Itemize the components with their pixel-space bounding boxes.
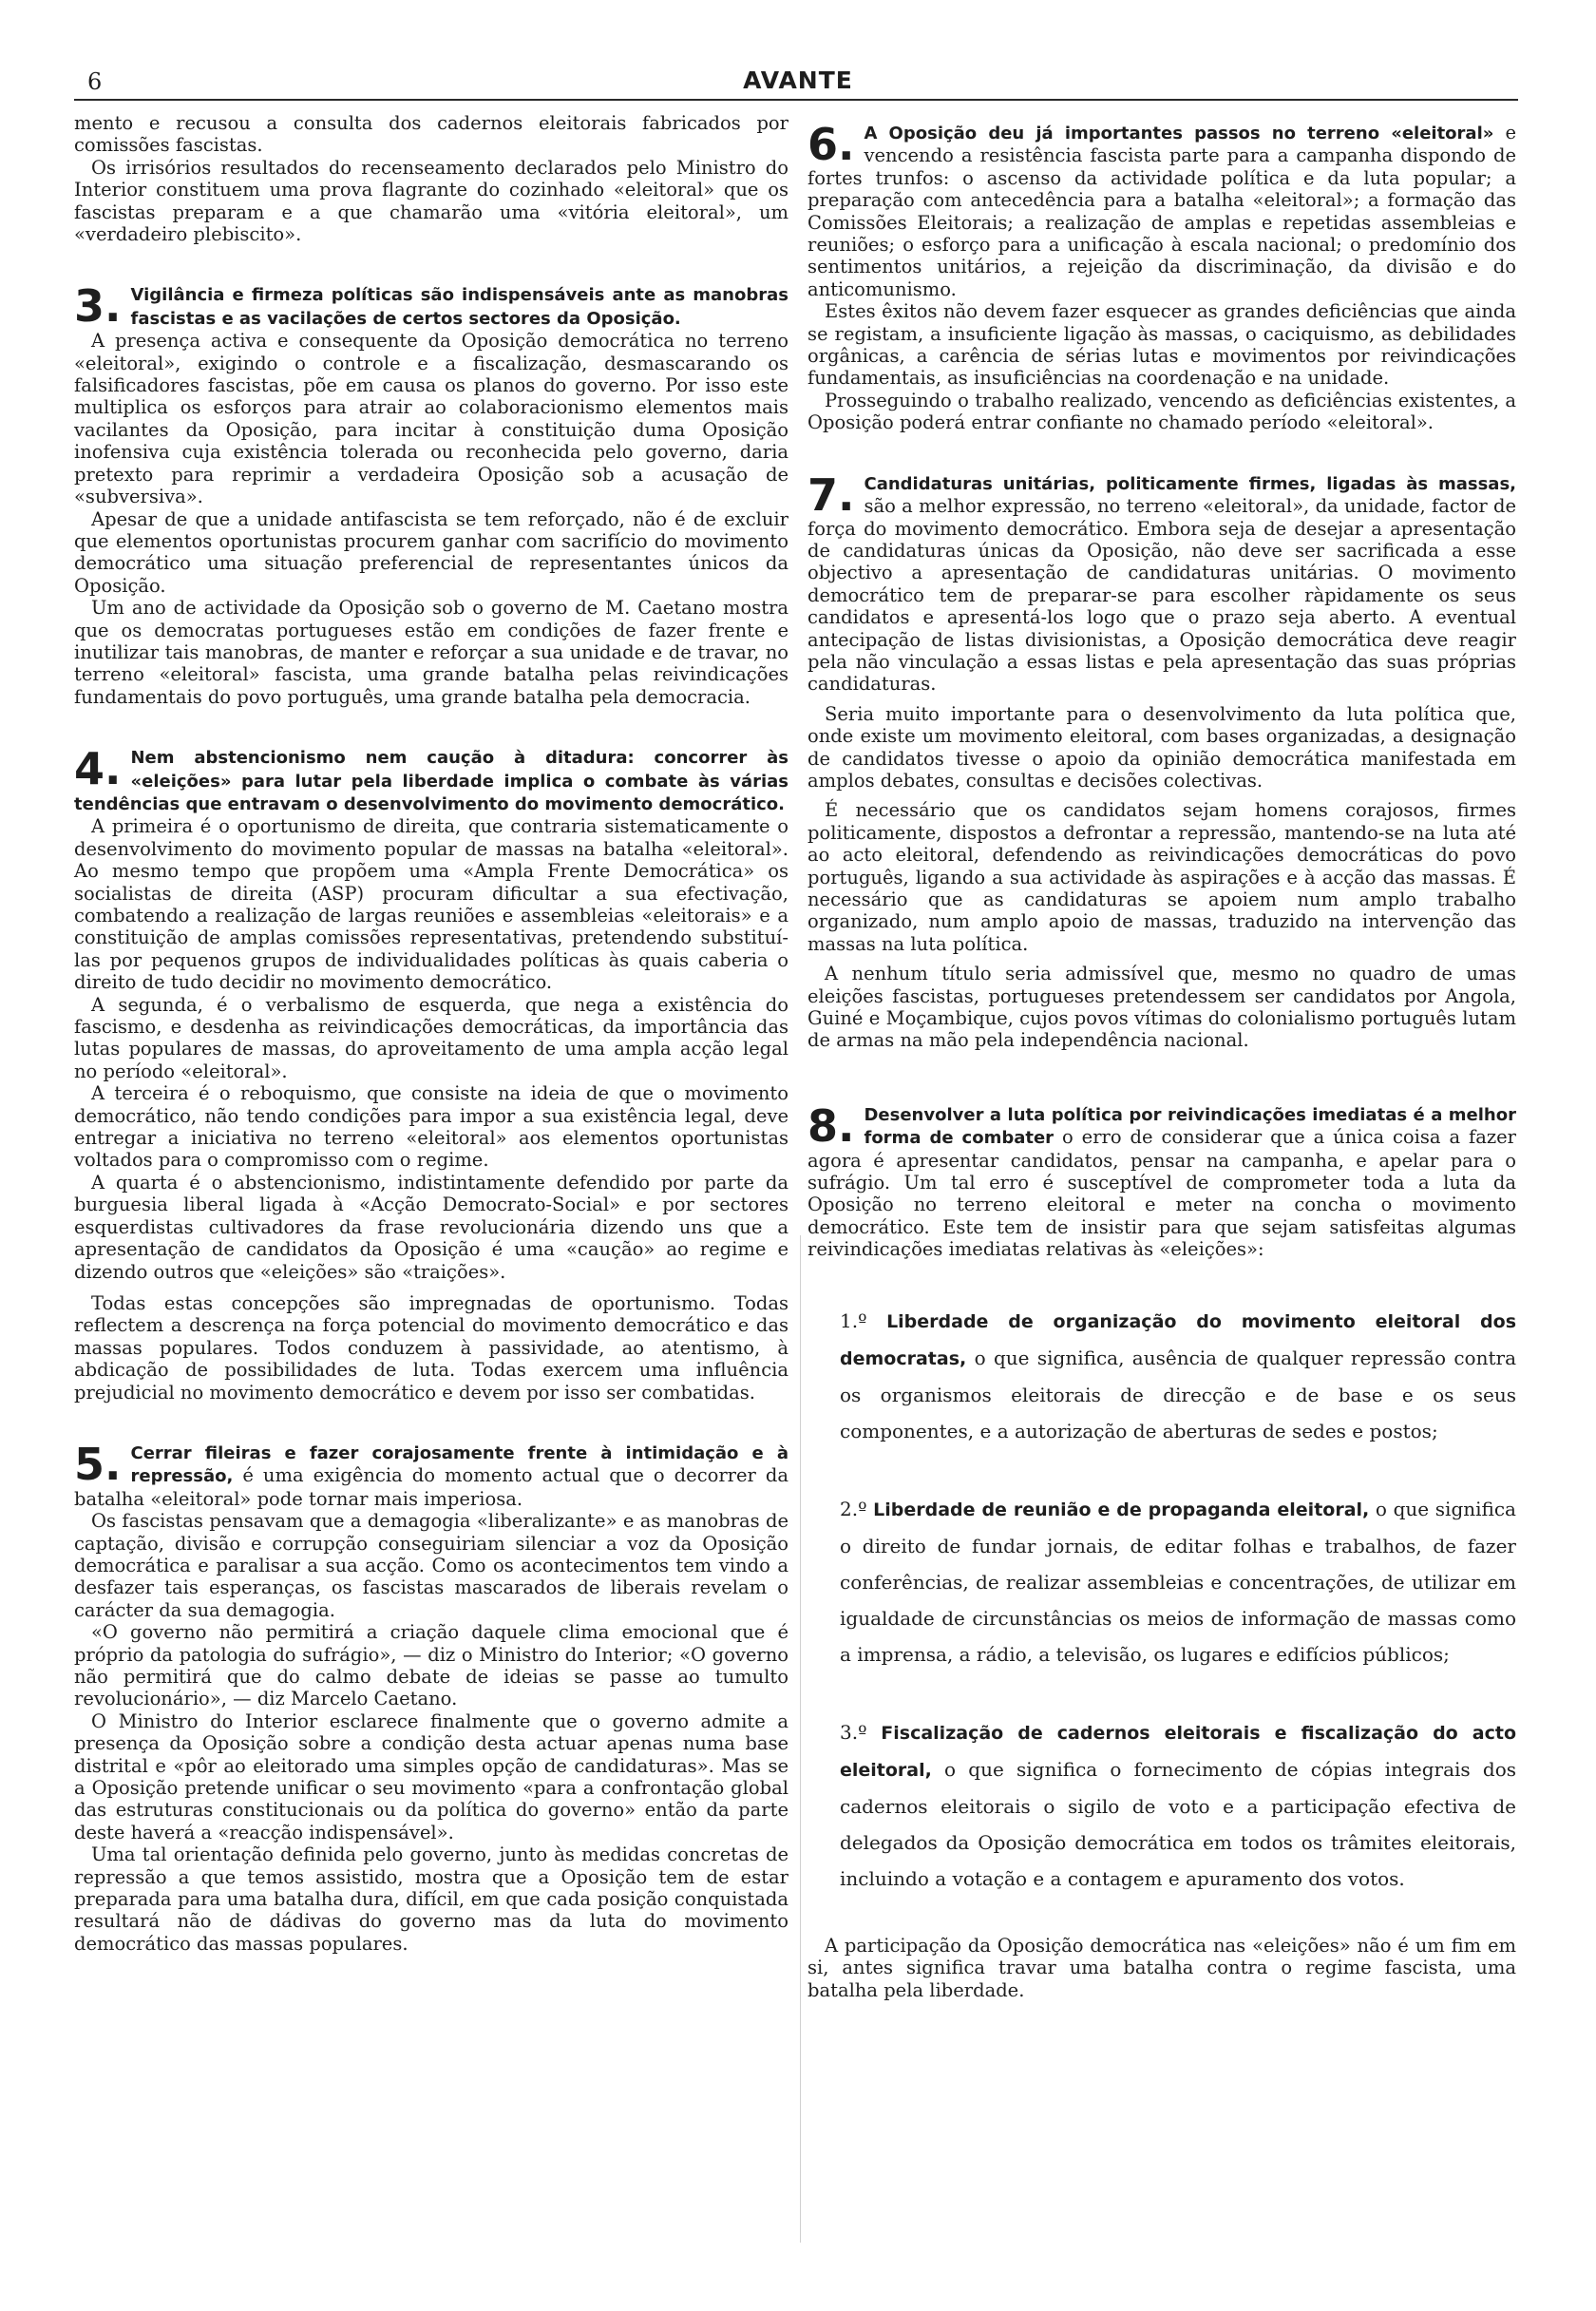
section-paragraph: Todas estas concepções são impregnadas de oportunismo. Todas reflectem a descrença na força potencial do movimento democrático e das massas populares. Todos conduzem à passividade, ao atentismo, à abdicação de possibilidades de luta. Todas exercem uma influência prejudicial no movimento democrático e devem por isso ser combatidas. bbox=[74, 1291, 788, 1404]
section-heading bbox=[808, 1103, 1516, 1261]
section-3 bbox=[74, 283, 788, 708]
section-paragraph: É necessário que os candidatos sejam homens corajosos, firmes politicamente, dispostos a defrontar a repressão, mantendo-se na luta até ao acto eleitoral, defendendo as reivindicações democráticas do povo português, ligando a sua actividade às aspirações e à acção das massas. É necessário que as candidaturas se apoiem num amplo trabalho organizado, num amplo apoio de massas, traduzido na intervenção das massas na luta política. bbox=[808, 799, 1516, 955]
section-paragraph: Os fascistas pensavam que a demagogia «liberalizante» e as manobras de captação, divisão e corrupção conseguiriam silenciar a voz da Oposição democrática e paralisar a sua acção. Como os acontecimentos tem vindo a desfazer tais esperanças, os fascistas mascarados de liberais revelam o carácter da sua demagogia. bbox=[74, 1510, 788, 1621]
section-paragraph: «O governo não permitirá a criação daquele clima emocional que é próprio da patologia do sufrágio», — diz o Ministro do Interior; «O governo não permitirá que do calmo debate de ideias se passe ao tumulto revolucionário», — diz Marcelo Caetano. bbox=[74, 1621, 788, 1710]
demand-lead: Liberdade de organização do movimento eleitoral dos democratas, bbox=[840, 1310, 1517, 1369]
section-number: 7. bbox=[808, 471, 855, 521]
section-paragraph: A segunda, é o verbalismo de esquerda, que nega a existência do fascismo, e desdenha as reivindicações democráticas, da importância das lutas populares de massas, do aproveitamento de uma ampla acção legal no período «eleitoral». bbox=[74, 993, 788, 1082]
section-heading bbox=[74, 746, 788, 815]
section-number: 4. bbox=[74, 746, 122, 795]
demand-item bbox=[840, 1714, 1516, 1897]
newspaper-title: AVANTE bbox=[743, 67, 853, 94]
demand-text: o que significa o direito de fundar jornais, de editar folhas e trabalhos, de fazer conferências, de realizar assembleias e concentrações, de utilizar em igualdade de circunstâncias os meios de informação de massas como a imprensa, a rádio, a televisão, os lugares e edifícios públicos; bbox=[840, 1497, 1516, 1666]
section-paragraph: Apesar de que a unidade antifascista se tem reforçado, não é de excluir que elementos oportunistas procurem ganhar com sacrifício do movimento democrático uma situação preferencial de representantes únicos da Oposição. bbox=[74, 507, 788, 597]
demand-item bbox=[840, 1491, 1516, 1672]
demand-lead: Liberdade de reunião e de propaganda eleitoral, bbox=[873, 1499, 1370, 1520]
section-7 bbox=[808, 472, 1516, 1052]
section-paragraph: Seria muito importante para o desenvolvimento da luta política que, onde existe um movimento eleitoral, com bases organizadas, a designação de candidatos tivesse o apoio da opinião democrática manifestada em amplos debates, consultas e decisões colectivas. bbox=[808, 702, 1516, 792]
section-paragraph: A primeira é o oportunismo de direita, que contraria sistematicamente o desenvolvimento do movimento popular de massas na batalha «eleitoral». Ao mesmo tempo que propõem uma «Ampla Frente Democrática» os socialistas de direita (ASP) procuram dificultar a sua efectivação, combatendo a realização de largas reuniões e assembleias «eleitorais» e a constituição de amplas comissões representativas, pretendendo substituí-las por pequenos grupos de individualidades políticas às quais caberia o direito de tudo decidir no movimento democrático. bbox=[74, 815, 788, 994]
section-paragraph: Um ano de actividade da Oposição sob o governo de M. Caetano mostra que os democratas portugueses estão em condições de fazer frente e inutilizar tais manobras, de manter e reforçar a sua unidade e de travar, no terreno «eleitoral» fascista, uma grande batalha pelas reivindicações fundamentais do povo português, uma grande batalha pela democracia. bbox=[74, 597, 788, 708]
demand-text: o que significa o fornecimento de cópias integrais dos cadernos eleitorais o sigilo de voto e a participação efectiva de delegados da Oposição democrática em todos os trâmites eleitorais, incluindo a votação e a contagem e apuramento dos votos. bbox=[840, 1757, 1516, 1890]
page-number: 6 bbox=[87, 68, 103, 95]
demand-item bbox=[840, 1303, 1516, 1449]
section-lead-rest: o erro de considerar que a única coisa a fazer agora é apresentar candidatos, pensar na campanha, e apelar para o sufrágio. Um tal erro é susceptível de comprometer toda a luta da Oposição no terreno eleitoral e meter na concha o movimento democrático. Este tem de insistir para que sejam satisfeitas algumas reivindicações imediatas relativas às «eleições»: bbox=[808, 1126, 1516, 1261]
section-paragraph: Uma tal orientação definida pelo governo, junto às medidas concretas de repressão a que temos assistido, mostra que a Oposição tem de estar preparada para uma batalha dura, difícil, em que cada posição conquistada resultará não de dádivas do governo mas da luta do movimento democrático das massas populares. bbox=[74, 1843, 788, 1955]
section-lead: Vigilância e firmeza políticas são indispensáveis ante as manobras fascistas e as vacilações de certos sectores da Oposição. bbox=[130, 285, 788, 329]
right-column bbox=[808, 112, 1516, 2001]
section-number: 3. bbox=[74, 283, 122, 331]
section-4 bbox=[74, 746, 788, 1404]
section-heading bbox=[74, 1442, 788, 1510]
section-paragraph: O Ministro do Interior esclarece finalmente que o governo admite a presença da Oposição sobre a condição desta actuar apenas numa base distrital e «pôr ao eleitorado uma simples opção de candidaturas». Mas se a Oposição pretende unificar o seu movimento «para a confrontação global das estruturas constitucionais ou da política do governo» então da parte deste haverá a «reacção indispensável». bbox=[74, 1709, 788, 1843]
demand-text: o que significa, ausência de qualquer repressão contra os organismos eleitorais de direcção e de base e os seus componentes, e a autorização de aberturas de sedes e postos; bbox=[840, 1346, 1516, 1442]
section-lead-rest: e vencendo a resistência fascista parte para a campanha dispondo de fortes trunfos: o ascenso da actividade política e da luta popular; a preparação com antecedência para a batalha «eleitoral»; a formação das Comissões Eleitorais; a realização de amplas e repetidas assembleias e reuniões; o esforço para a unificação à escala nacional; o predomínio dos sentimentos unitários, a rejeição da discriminação, da divisão e do anticomunismo. bbox=[808, 122, 1516, 300]
header-rule bbox=[74, 99, 1518, 101]
section-number: 8. bbox=[808, 1102, 855, 1152]
section-heading bbox=[74, 283, 788, 330]
section-lead: Cerrar fileiras e fazer corajosamente frente à intimidação e à repressão, bbox=[130, 1442, 788, 1487]
section-paragraph: Estes êxitos não devem fazer esquecer as grandes deficiências que ainda se registam, a insuficiente ligação às massas, o caciquismo, as debilidades orgânicas, a carência de sérias lutas e movimentos por reivindicações fundamentais, as insuficiências na coordenação e na unidade. bbox=[808, 300, 1516, 390]
section-number: 5. bbox=[74, 1441, 122, 1490]
section-number: 6. bbox=[808, 122, 855, 170]
section-lead-rest: é uma exigência do momento actual que o decorrer da batalha «eleitoral» pode tornar mais imperiosa. bbox=[74, 1464, 788, 1510]
section-paragraph: A presença activa e consequente da Oposição democrática no terreno «eleitoral», exigindo o controle e a fiscalização, desmascarando os falsificadores fascistas, põe em causa os planos do governo. Por isso este multiplica os esforços para atrair ao colaboracionismo elementos mais vacilantes da Oposição, para incitar à constituição duma Oposição inofensiva cuja existência tolerada ou reconhecida pelo governo, daria pretexto para reprimir a verdadeira Oposição sob a acusação de «subversiva». bbox=[74, 330, 788, 508]
section-6 bbox=[808, 122, 1516, 434]
section-paragraph: A nenhum título seria admissível que, mesmo no quadro de umas eleições fascistas, portugueses pretendessem ser candidatos por Angola, Guiné e Moçambique, cujos povos vítimas do colonialismo português lutam de armas na mão pela independência nacional. bbox=[808, 963, 1516, 1052]
section-heading bbox=[808, 472, 1516, 696]
section-paragraph: Prosseguindo o trabalho realizado, vencendo as deficiências existentes, a Oposição poderá entrar confiante no chamado período «eleitoral». bbox=[808, 389, 1516, 434]
intro-paragraph: Os irrisórios resultados do recenseamento declarados pelo Ministro do Interior constituem uma prova flagrante do cozinhado «eleitoral» que os fascistas preparam e a que chamarão uma «vitória eleitoral», um «verdadeiro plebiscito». bbox=[74, 156, 788, 246]
demand-number: 3.º bbox=[840, 1720, 867, 1744]
section-lead: Nem abstencionismo nem caução à ditadura: concorrer às «eleições» para lutar pela liberdade implica o combate às várias tendências que entravam o desenvolvimento do movimento democrático. bbox=[74, 748, 788, 814]
column-separator bbox=[800, 1235, 801, 2243]
section-8 bbox=[808, 1103, 1516, 1261]
section-5 bbox=[74, 1442, 788, 1955]
demand-number: 2.º bbox=[840, 1497, 867, 1520]
section-lead: Desenvolver a luta política por reivindicações imediatas é a melhor forma de combater bbox=[864, 1104, 1516, 1149]
demand-number: 1.º bbox=[840, 1308, 867, 1332]
left-column bbox=[74, 112, 788, 1955]
intro-paragraph: mento e recusou a consulta dos cadernos eleitorais fabricados por comissões fascistas. bbox=[74, 112, 788, 157]
section-heading bbox=[808, 122, 1516, 300]
section-lead-rest: são a melhor expressão, no terreno «eleitoral», da unidade, factor de força do movimento democrático. Embora seja de desejar a apresentação de candidaturas únicas da Oposição, não deve ser sacrificada a esse objectivo a apresentação de candidaturas unitárias. O movimento democrático tem de preparar-se para escolher ràpidamente os seus candidatos e apresentá-los logo que o prazo seja aberto. A eventual antecipação de listas divisionistas, a Oposição democrática deve reagir pela não vinculação a essas listas e pela apresentação das suas próprias candidaturas. bbox=[808, 495, 1516, 696]
closing-paragraph: A participação da Oposição democrática nas «eleições» não é um fim em si, antes significa travar uma batalha contra o regime fascista, uma batalha pela liberdade. bbox=[808, 1934, 1516, 2001]
demand-lead: Fiscalização de cadernos eleitorais e fiscalização do acto eleitoral, bbox=[840, 1722, 1516, 1781]
section-paragraph: A quarta é o abstencionismo, indistintamente defendido por parte da burguesia liberal ligada à «Acção Democrato-Social» e por sectores esquerdistas cultivadores da frase revolucionária dizendo uns que a apresentação de candidatos da Oposição é uma «caução» ao regime e dizendo outros que «eleições» são «traições». bbox=[74, 1171, 788, 1283]
section-paragraph: A terceira é o reboquismo, que consiste na ideia de que o movimento democrático, não tendo condições para impor a sua existência legal, deve entregar a iniciativa no terreno «eleitoral» aos elementos oportunistas voltados para o compromisso com o regime. bbox=[74, 1082, 788, 1172]
section-lead: A Oposição deu já importantes passos no terreno «eleitoral» bbox=[864, 124, 1494, 143]
section-lead: Candidaturas unitárias, politicamente firmes, ligadas às massas, bbox=[864, 473, 1516, 494]
